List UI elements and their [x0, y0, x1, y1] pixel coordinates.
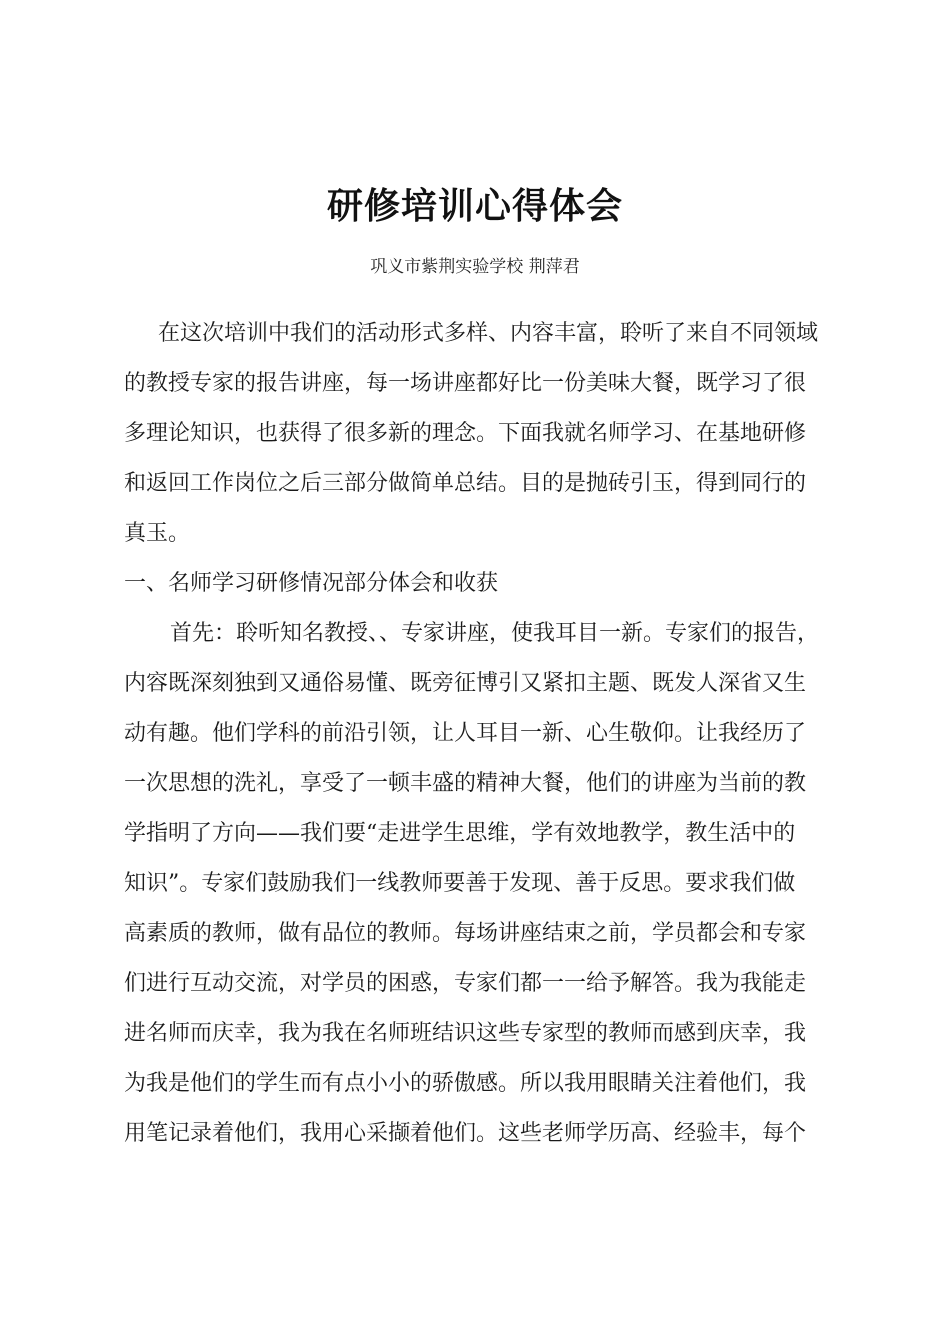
paragraph-line: 一次思想的洗礼，享受了一顿丰盛的精神大餐，他们的讲座为当前的教	[124, 771, 807, 796]
author-line: 巩义市紫荆实验学校 荆萍君	[370, 257, 580, 277]
paragraph-line: 高素质的教师，做有品位的教师。每场讲座结束之前，学员都会和专家	[124, 921, 807, 946]
document-title: 研修培训心得体会	[326, 185, 623, 227]
paragraph-line: 学指明了方向——我们要“走进学生思维，学有效地教学，教生活中的	[124, 821, 796, 846]
paragraph-line: 内容既深刻独到又通俗易懂、既旁征博引又紧扣主题、既发人深省又生	[124, 671, 807, 696]
paragraph-line: 知识”。专家们鼓励我们一线教师要善于发现、善于反思。要求我们做	[124, 871, 796, 896]
document-body	[124, 309, 829, 1159]
paragraph-line: 在这次培训中我们的活动形式多样、内容丰富，聆听了来自不同领域	[158, 321, 819, 346]
section-heading: 一、名师学习研修情况部分体会和收获	[124, 571, 499, 596]
paragraph-line: 进名师而庆幸，我为我在名师班结识这些专家型的教师而感到庆幸，我	[124, 1021, 807, 1046]
paragraph-line: 们进行互动交流，对学员的困惑，专家们都一一给予解答。我为我能走	[124, 971, 807, 996]
paragraph-line: 和返回工作岗位之后三部分做简单总结。目的是抛砖引玉，得到同行的	[124, 471, 807, 496]
paragraph-line: 为我是他们的学生而有点小小的骄傲感。所以我用眼睛关注着他们，我	[124, 1071, 807, 1096]
paragraph-line: 真玉。	[124, 521, 191, 546]
paragraph-line: 动有趣。他们学科的前沿引领，让人耳目一新、心生敬仰。让我经历了	[124, 721, 807, 746]
paragraph-line: 的教授专家的报告讲座，每一场讲座都好比一份美味大餐，既学习了很	[124, 371, 807, 396]
paragraph-line: 首先：聆听知名教授、、专家讲座，使我耳目一新。专家们的报告，	[170, 621, 820, 646]
paragraph-line: 多理论知识，也获得了很多新的理念。下面我就名师学习、在基地研修	[124, 421, 807, 446]
paragraph-line: 用笔记录着他们，我用心采撷着他们。这些老师学历高、经验丰，每个	[124, 1121, 807, 1146]
